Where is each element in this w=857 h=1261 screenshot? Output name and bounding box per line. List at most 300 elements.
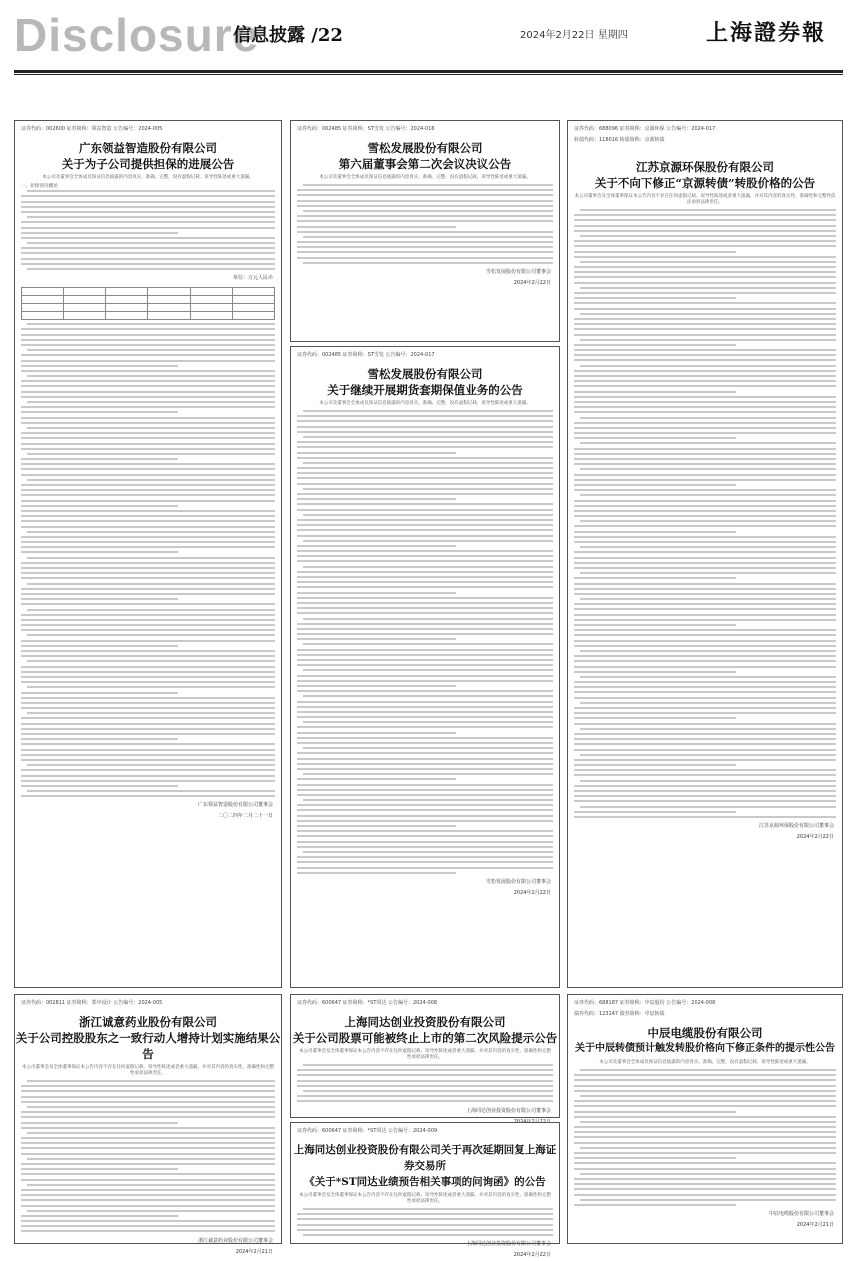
notice-body (568, 209, 842, 818)
text-line (303, 210, 553, 212)
text-line (574, 219, 836, 221)
text-line (21, 603, 275, 605)
text-line (574, 707, 836, 709)
text-line (21, 221, 275, 223)
text-line (574, 1183, 836, 1185)
notice-chengyi-holding (14, 994, 282, 1255)
notice-declaration: 本公司及董事会全体成员保证信息披露的内容真实、准确、完整，没有虚假记载、误导性陈述或重大遗漏。 (599, 1060, 811, 1065)
notice-codes: 证券代码：688187 证券简称：中辰股份 公告编号：2024-008 (574, 1000, 716, 1006)
notice-signer: 中辰电缆股份有限公司董事会 (768, 1211, 834, 1218)
text-line (21, 562, 275, 564)
text-line (303, 436, 553, 438)
text-line (27, 375, 275, 377)
header-rule (14, 70, 843, 73)
text-line (303, 184, 553, 186)
notice-codes: 证券代码：600647 证券简称：*ST同达 公告编号：2024-009 (297, 1128, 438, 1134)
text-line (303, 236, 553, 238)
text-line (574, 1178, 836, 1180)
text-line (574, 1105, 836, 1107)
text-line (574, 738, 836, 740)
text-line (574, 666, 836, 668)
text-line (574, 686, 836, 688)
text-line (580, 676, 836, 678)
text-line (574, 619, 836, 621)
text-line (574, 1152, 836, 1154)
text-line (574, 1136, 836, 1138)
text-line (303, 695, 553, 697)
notice-body (291, 410, 559, 874)
notice-body (15, 1080, 281, 1232)
text-line (297, 535, 553, 537)
text-line (27, 401, 275, 403)
text-line (21, 494, 275, 496)
text-line (297, 498, 456, 500)
text-line (297, 220, 553, 222)
text-line (21, 567, 275, 569)
text-line (574, 588, 836, 590)
text-line (303, 799, 553, 801)
text-line (574, 292, 836, 294)
text-line (574, 437, 736, 439)
text-line (574, 1162, 836, 1164)
text-line (574, 551, 836, 553)
notice-title: 关于不向下修正“京源转债”转股价格的公告 (594, 176, 816, 190)
text-line (574, 515, 836, 517)
text-line (297, 205, 553, 207)
text-line (574, 536, 836, 538)
text-line (297, 251, 553, 253)
text-line (297, 820, 553, 822)
text-line (21, 520, 275, 522)
notice-declaration: 本公司及董事会全体成员保证信息披露的内容真实、准确、完整，没有虚假记载、误导性陈述或重大遗漏。 (319, 175, 531, 180)
text-line (297, 571, 553, 573)
text-line (303, 643, 553, 645)
text-line (21, 681, 275, 683)
text-line (574, 214, 836, 216)
text-line (21, 1179, 275, 1181)
text-line (297, 602, 553, 604)
text-line (574, 1188, 836, 1190)
text-line (21, 624, 275, 626)
text-line (297, 732, 456, 734)
text-line (580, 546, 836, 548)
notice-declaration: 本公司董事会及全体董事保证本公告内容不存在任何虚假记载、误导性陈述或者重大遗漏，并对其内容的真实性、准确性和完整性承担法律责任。 (299, 1049, 551, 1060)
text-line (21, 526, 275, 528)
text-line (21, 206, 275, 208)
text-line (574, 318, 836, 320)
text-line (574, 401, 836, 403)
text-line (297, 431, 553, 433)
notice-title: 关于为子公司提供担保的进展公告 (61, 157, 235, 171)
text-line (297, 545, 456, 547)
text-line (27, 1184, 275, 1186)
text-line (21, 1085, 275, 1087)
text-line (574, 1204, 736, 1206)
text-line (574, 1126, 836, 1128)
issue-date: 2024年2月22日 星期四 (520, 30, 628, 41)
text-line (580, 313, 836, 315)
text-line (21, 1230, 275, 1232)
text-line (21, 365, 178, 367)
text-line (21, 443, 275, 445)
text-line (21, 1225, 275, 1227)
text-line (574, 645, 836, 647)
text-line (21, 247, 275, 249)
text-line (297, 215, 553, 217)
text-line (580, 442, 836, 444)
text-line (297, 246, 553, 248)
text-line (297, 1224, 553, 1226)
page-header (0, 0, 857, 78)
text-line (574, 1131, 836, 1133)
text-line (21, 1205, 275, 1207)
text-line (297, 623, 553, 625)
text-line (580, 1095, 836, 1097)
text-line (27, 479, 275, 481)
text-line (21, 619, 275, 621)
text-line (27, 216, 275, 218)
text-line (297, 789, 553, 791)
text-line (574, 230, 836, 232)
text-line (21, 1168, 178, 1170)
text-line (27, 268, 275, 270)
text-line (21, 676, 275, 678)
notice-zhongchen-bond (567, 994, 843, 1244)
text-line (27, 1210, 275, 1212)
text-line (21, 334, 275, 336)
notice-declaration: 本公司董事会及全体董事保证本公告内容不存在任何虚假记载、误导性陈述或者重大遗漏，并对其内容的真实性、准确性和完整性依法承担法律责任。 (574, 194, 836, 205)
text-line (27, 323, 275, 325)
notice-date: 2024年2月22日 (796, 834, 834, 841)
notice-tongda-delisting-risk (290, 994, 560, 1118)
text-line (27, 242, 275, 244)
text-line (297, 426, 553, 428)
text-line (574, 723, 836, 725)
text-line (574, 432, 836, 434)
notice-section-heading: 一、担保情况概述 (21, 184, 58, 189)
text-line (574, 510, 836, 512)
text-line (21, 380, 275, 382)
text-line (574, 1142, 836, 1144)
text-line (574, 489, 836, 491)
text-line (574, 671, 736, 673)
notice-signer: 浙江诚意药业股份有限公司董事会 (197, 1237, 273, 1244)
text-line (574, 391, 736, 393)
text-line (297, 758, 553, 760)
text-line (574, 712, 836, 714)
text-line (21, 795, 275, 797)
text-line (21, 417, 275, 419)
text-line (21, 211, 275, 213)
text-line (574, 1111, 736, 1113)
text-line (21, 489, 275, 491)
text-line (21, 759, 275, 761)
text-line (297, 784, 553, 786)
text-line (297, 483, 553, 485)
text-line (574, 593, 836, 595)
text-line (21, 666, 275, 668)
text-line (21, 1173, 275, 1175)
notice-body (568, 1069, 842, 1206)
notice-body-continued (15, 323, 281, 797)
notice-title: 第六届董事会第二次会议决议公告 (338, 157, 512, 171)
notice-bond-codes: 转债代码：118016 转债简称：京源转债 (574, 137, 665, 143)
text-line (21, 252, 275, 254)
text-line (27, 712, 275, 714)
text-line (21, 640, 275, 642)
notice-date: 二〇二四年二月二十一日 (217, 813, 273, 820)
text-line (27, 660, 275, 662)
text-line (297, 680, 553, 682)
text-line (574, 774, 836, 776)
text-line (580, 572, 836, 574)
text-line (21, 702, 275, 704)
text-line (574, 567, 836, 569)
text-line (297, 1085, 553, 1087)
text-line (21, 432, 275, 434)
text-line (574, 1116, 836, 1118)
text-line (574, 411, 836, 413)
notice-declaration: 本公司董事会及全体董事保证本公告内容不存在任何虚假记载、误导性陈述或者重大遗漏，并对其内容的真实性、准确性和完整性承担法律责任。 (22, 1065, 274, 1076)
text-line (574, 790, 836, 792)
text-line (297, 809, 553, 811)
notice-signer: 广东领益智造股份有限公司董事会 (197, 802, 273, 809)
text-line (21, 232, 178, 234)
notice-title: 关于公司控股股东之一致行动人增持计划实施结果公告 (15, 1031, 281, 1061)
text-line (297, 856, 553, 858)
text-line (297, 830, 553, 832)
text-line (21, 546, 275, 548)
text-line (21, 505, 178, 507)
text-line (574, 406, 836, 408)
text-line (303, 721, 553, 723)
text-line (297, 519, 553, 521)
text-line (297, 638, 456, 640)
text-line (21, 515, 275, 517)
text-line (574, 479, 836, 481)
text-line (574, 743, 836, 745)
text-line (580, 754, 836, 756)
text-line (21, 391, 275, 393)
notice-jingyuan-bond (567, 120, 843, 988)
text-line (574, 328, 836, 330)
text-line (574, 271, 836, 273)
text-line (574, 759, 836, 761)
text-line (574, 266, 836, 268)
text-line (580, 728, 836, 730)
text-line (21, 1194, 275, 1196)
text-line (21, 692, 178, 694)
text-line (574, 1085, 836, 1087)
notice-body (291, 184, 559, 264)
text-line (21, 463, 275, 465)
text-line (574, 458, 836, 460)
text-line (297, 711, 553, 713)
notice-declaration: 本公司及董事会全体成员保证信息披露的内容真实、准确、完整，没有虚假记载、误导性陈述或重大遗漏。 (319, 401, 531, 406)
notice-declaration: 本公司及董事会全体成员保证信息披露的内容真实、准确、完整，没有虚假记载、误导性陈述或重大遗漏。 (42, 175, 254, 180)
text-line (297, 726, 553, 728)
text-line (574, 334, 836, 336)
text-line (580, 520, 836, 522)
text-line (574, 354, 836, 356)
notice-codes: 证券代码：600647 证券简称：*ST同达 公告编号：2024-008 (297, 1000, 438, 1006)
text-line (21, 655, 275, 657)
text-line (27, 190, 275, 192)
text-line (21, 1090, 275, 1092)
text-line (574, 1157, 736, 1159)
text-line (580, 1173, 836, 1175)
text-line (21, 510, 275, 512)
text-line (297, 768, 553, 770)
text-line (21, 344, 275, 346)
notice-codes: 证券代码：002485 证券简称：ST雪发 公告编号：2024-017 (297, 352, 435, 358)
text-line (297, 659, 553, 661)
text-line (21, 614, 275, 616)
text-line (21, 1215, 178, 1217)
text-line (297, 664, 553, 666)
text-line (574, 349, 836, 351)
text-line (297, 649, 553, 651)
text-line (297, 752, 553, 754)
text-line (297, 1074, 553, 1076)
text-line (574, 614, 836, 616)
text-line (297, 861, 553, 863)
text-line (21, 422, 275, 424)
text-line (574, 344, 736, 346)
text-line (297, 452, 456, 454)
notice-bond-codes: 债券代码：123147 债券简称：中辰转债 (574, 1011, 665, 1017)
text-line (21, 1189, 275, 1191)
notice-date: 2024年2月21日 (796, 1222, 834, 1229)
text-line (303, 566, 553, 568)
text-line (574, 749, 836, 751)
text-line (21, 1220, 275, 1222)
text-line (27, 686, 275, 688)
text-line (297, 1229, 553, 1231)
text-line (297, 654, 553, 656)
text-line (574, 583, 836, 585)
brand-word: Disclosure (14, 9, 260, 61)
text-line (297, 690, 553, 692)
text-line (21, 650, 275, 652)
text-line (574, 396, 836, 398)
text-line (21, 671, 275, 673)
text-line (574, 359, 836, 361)
text-line (303, 1090, 553, 1092)
notice-signer: 上海同达创业投资股份有限公司董事会 (465, 1241, 551, 1248)
text-line (574, 375, 836, 377)
text-line (27, 1080, 275, 1082)
text-line (21, 227, 275, 229)
text-line (21, 749, 275, 751)
text-line (574, 370, 836, 372)
text-line (21, 1122, 178, 1124)
text-line (21, 328, 275, 330)
notice-xuesong-hedging (290, 346, 560, 988)
text-line (574, 453, 836, 455)
notice-company: 雪松发展股份有限公司 (367, 367, 483, 381)
text-line (297, 200, 553, 202)
text-line (574, 629, 836, 631)
text-line (574, 603, 836, 605)
notice-title: 关于中辰转债预计触发转股价格向下修正条件的提示性公告 (575, 1043, 835, 1054)
newspaper-name: 上海證券報 (706, 20, 827, 46)
notice-codes: 证券代码：688096 证券简称：京源环保 公告编号：2024-017 (574, 126, 716, 132)
text-line (580, 417, 836, 419)
text-line (21, 572, 275, 574)
text-line (21, 385, 275, 387)
text-line (21, 593, 275, 595)
notice-company: 上海同达创业投资股份有限公司 (344, 1015, 506, 1029)
text-line (574, 531, 736, 533)
text-line (21, 1127, 275, 1129)
text-line (297, 1100, 553, 1102)
text-line (21, 458, 178, 460)
text-line (297, 1213, 553, 1215)
text-line (21, 1096, 275, 1098)
text-line (27, 764, 275, 766)
text-line (297, 592, 456, 594)
text-line (580, 1199, 836, 1201)
text-line (297, 477, 553, 479)
text-line (574, 1100, 836, 1102)
text-line (21, 754, 275, 756)
notice-body (15, 190, 281, 270)
text-line (580, 209, 836, 211)
text-line (574, 640, 836, 642)
text-line (27, 1132, 275, 1134)
notice-signer: 上海同达创业投资股份有限公司董事会 (465, 1107, 551, 1114)
text-line (303, 262, 553, 264)
text-line (297, 628, 553, 630)
text-line (21, 728, 275, 730)
text-line (297, 509, 553, 511)
notice-date: 2024年2月22日 (513, 280, 551, 286)
notice-date: 2024年2月22日 (513, 1252, 551, 1259)
text-line (297, 441, 553, 443)
text-line (297, 675, 553, 677)
text-line (21, 551, 178, 553)
text-line (574, 697, 836, 699)
text-line (574, 634, 836, 636)
text-line (297, 633, 553, 635)
text-line (574, 1168, 836, 1170)
text-line (574, 308, 836, 310)
text-line (574, 276, 836, 278)
text-line (574, 474, 836, 476)
text-line (574, 660, 836, 662)
text-line (21, 484, 275, 486)
text-line (303, 773, 553, 775)
text-line (297, 872, 456, 874)
notice-company: 广东领益智造股份有限公司 (79, 141, 217, 155)
text-line (574, 1079, 836, 1081)
text-line (27, 453, 275, 455)
text-line (574, 385, 836, 387)
text-line (21, 707, 275, 709)
text-line (297, 493, 553, 495)
notice-tongda-inquiry-delay (290, 1122, 560, 1259)
text-line (21, 448, 275, 450)
text-line (21, 738, 178, 740)
text-line (297, 794, 553, 796)
text-line (21, 717, 275, 719)
notice-date: 2024年2月22日 (513, 889, 551, 896)
text-line (21, 339, 275, 341)
text-line (21, 1163, 275, 1165)
text-line (574, 785, 836, 787)
notice-signer: 雪松发展股份有限公司董事会 (485, 878, 551, 885)
